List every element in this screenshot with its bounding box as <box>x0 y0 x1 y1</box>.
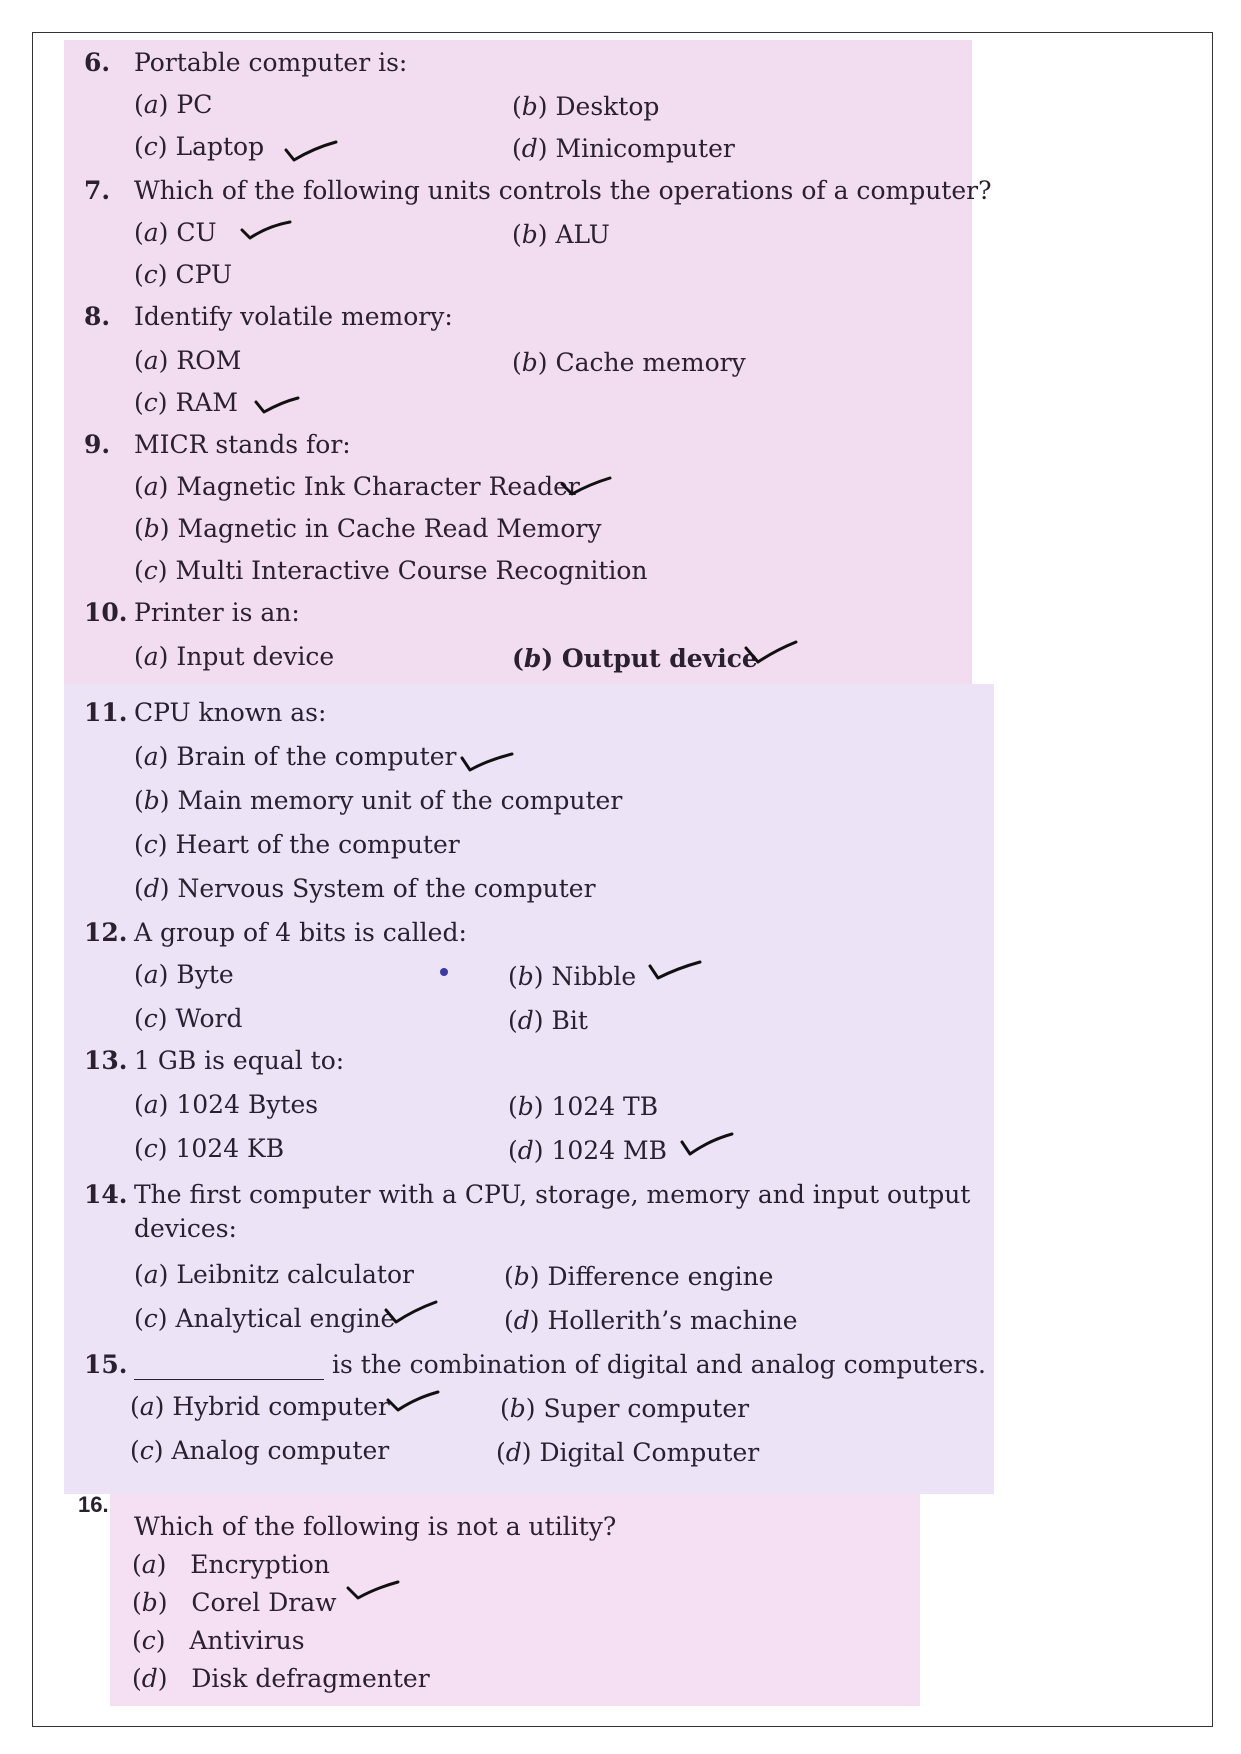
option-8a: (a) ROM <box>134 346 242 375</box>
checkmark-icon <box>680 1132 734 1158</box>
option-8c: (c) RAM <box>134 388 238 417</box>
checkmark-icon <box>384 1300 438 1326</box>
option-14a: (a) Leibnitz calculator <box>134 1260 414 1289</box>
question-14: 14. The first computer with a CPU, storage, memory and input output <box>84 1180 971 1209</box>
option-9b: (b) Magnetic in Cache Read Memory <box>134 514 602 543</box>
option-13d: (d) 1024 MB <box>508 1136 668 1165</box>
checkmark-icon <box>386 1388 440 1414</box>
question-15: 15. is the combination of digital and analog computers. <box>84 1350 987 1379</box>
checkmark-icon <box>648 958 702 984</box>
option-16a: (a) Encryption <box>132 1550 330 1579</box>
question-12: 12. A group of 4 bits is called: <box>84 918 467 947</box>
option-12d: (d) Bit <box>508 1006 588 1035</box>
question-6: 6. Portable computer is: <box>84 48 408 77</box>
option-11d: (d) Nervous System of the computer <box>134 874 596 903</box>
option-15d: (d) Digital Computer <box>496 1438 760 1467</box>
option-6c: (c) Laptop <box>134 132 265 161</box>
option-10b: (b) Output device <box>512 644 758 673</box>
option-6a: (a) PC <box>134 90 213 119</box>
checkmark-icon <box>560 474 614 500</box>
option-14c: (c) Analytical engine <box>134 1304 396 1333</box>
option-14b: (b) Difference engine <box>504 1262 774 1291</box>
question-11: 11. CPU known as: <box>84 698 327 727</box>
option-16d: (d) Disk defragmenter <box>132 1664 430 1693</box>
option-11b: (b) Main memory unit of the computer <box>134 786 623 815</box>
checkmark-icon <box>460 748 514 774</box>
option-15a: (a) Hybrid computer <box>130 1392 390 1421</box>
option-13c: (c) 1024 KB <box>134 1134 285 1163</box>
checkmark-icon <box>744 640 798 666</box>
option-16c: (c) Antivirus <box>132 1626 305 1655</box>
option-12b: (b) Nibble <box>508 962 637 991</box>
question-16: Which of the following is not a utility? <box>134 1512 617 1541</box>
option-7a: (a) CU <box>134 218 217 247</box>
option-11a: (a) Brain of the computer <box>134 742 457 771</box>
option-12c: (c) Word <box>134 1004 243 1033</box>
question-7: 7. Which of the following units controls the operations of a computer? <box>84 176 992 205</box>
option-15b: (b) Super computer <box>500 1394 750 1423</box>
option-6d: (d) Minicomputer <box>512 134 735 163</box>
question-10: 10. Printer is an: <box>84 598 300 627</box>
option-10a: (a) Input device <box>134 642 335 671</box>
option-12a: (a) Byte <box>134 960 234 989</box>
ink-dot <box>440 968 448 976</box>
question-13: 13. 1 GB is equal to: <box>84 1046 345 1075</box>
option-13a: (a) 1024 Bytes <box>134 1090 319 1119</box>
question-14-continued: devices: <box>134 1214 237 1243</box>
checkmark-icon <box>240 218 294 244</box>
question-8: 8. Identify volatile memory: <box>84 302 453 331</box>
checkmark-icon <box>346 1578 400 1604</box>
option-14d: (d) Hollerith’s machine <box>504 1306 798 1335</box>
answer-blank <box>134 1350 324 1380</box>
option-16b: (b) Corel Draw <box>132 1588 337 1617</box>
option-15c: (c) Analog computer <box>130 1436 390 1465</box>
option-9c: (c) Multi Interactive Course Recognition <box>134 556 648 585</box>
question-9: 9. MICR stands for: <box>84 430 351 459</box>
option-7b: (b) ALU <box>512 220 610 249</box>
option-11c: (c) Heart of the computer <box>134 830 460 859</box>
option-7c: (c) CPU <box>134 260 233 289</box>
checkmark-icon <box>254 392 308 418</box>
option-13b: (b) 1024 TB <box>508 1092 659 1121</box>
checkmark-icon <box>284 138 338 164</box>
option-8b: (b) Cache memory <box>512 348 746 377</box>
question-16-number: 16. <box>78 1492 109 1517</box>
option-9a: (a) Magnetic Ink Character Reader <box>134 472 580 501</box>
option-6b: (b) Desktop <box>512 92 660 121</box>
